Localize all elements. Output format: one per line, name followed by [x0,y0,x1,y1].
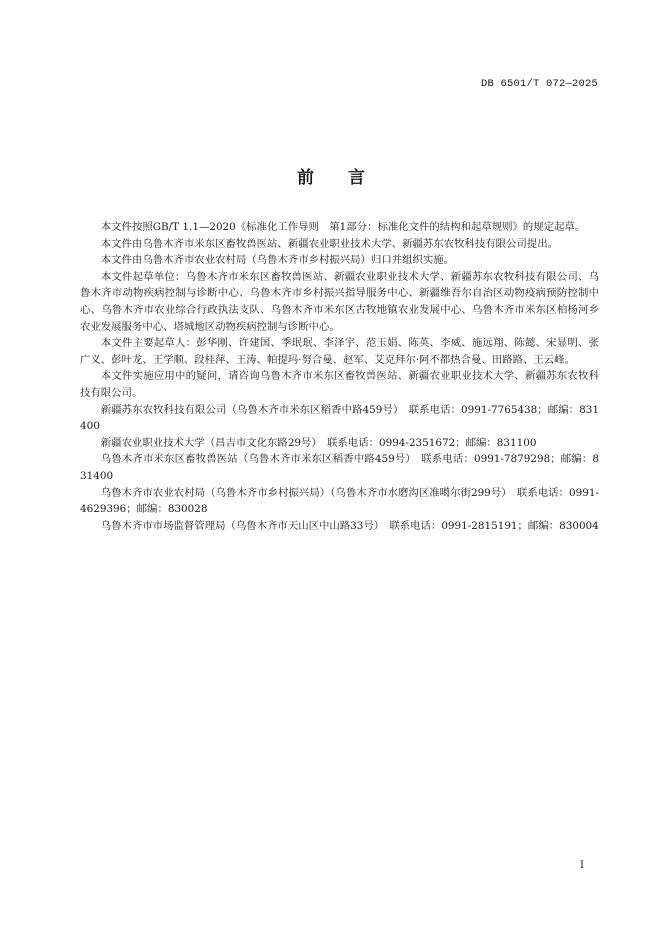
paragraph-drafters: 本文件主要起草人：彭华刚、许建国、季珉珉、李泽宇、范玉娟、陈英、李威、施远翔、陈懿、宋显明、张广义、彭叶龙、王学顺、段桂萍、王涛、帕提玛·努合曼、赵军、艾克拜尔·阿不都热合曼、田路路、王云峰。 [80,337,599,366]
paragraph-administered-by: 本文件由乌鲁木齐市农业农村局（乌鲁木齐市乡村振兴局）归口并组织实施。 [100,254,455,267]
contact-market-supervision: 乌鲁木齐市市场监督管理局（乌鲁木齐市天山区中山路33号） 联系电话：0991-2815191；邮编：830004 [100,519,599,532]
document-number: DB 6501/T 072—2025 [480,78,598,90]
page-title: 前言 [297,168,399,188]
contact-xinjiang-agri-university: 新疆农业职业技术大学（昌吉市文化东路29号） 联系电话：0994-2351672；邮编：831100 [100,436,537,449]
contact-agriculture-bureau: 乌鲁木齐市农业农村局（乌鲁木齐市乡村振兴局）（乌鲁木齐市水磨沟区准噶尔街299号） 联系电话：0991-4629396；邮编：830028 [80,486,599,516]
paragraph-drafting-rules: 本文件按照GB/T 1.1—2020《标准化工作导则 第1部分：标准化文件的结构和起草规则》的规定起草。 [100,221,586,233]
foreword-body [80,219,599,534]
paragraph-proposed-by: 本文件由乌鲁木齐市米东区畜牧兽医站、新疆农业职业技术大学、新疆苏东农牧科技有限公司提出。 [100,237,558,250]
paragraph-drafting-units: 本文件起草单位：乌鲁木齐市米东区畜牧兽医站、新疆农业职业技术大学、新疆苏东农牧科技有限公司、乌鲁木齐市动物疾病控制与诊断中心、乌鲁木齐市乡村振兴指导服务中心、新疆维吾尔自治区动物疫病预防控制中心、乌鲁木齐市农业综合行政执法支队、乌鲁木齐市米东区古牧地镇农业发展中心、乌鲁木齐市米东区柏杨河乡农业发展服务中心、塔城地区动物疾病控制与诊断中心。 [80,270,599,333]
paragraph-inquiries: 本文件实施应用中的疑问，请咨询乌鲁木齐市米东区畜牧兽医站、新疆农业职业技术大学、新疆苏东农牧科技有限公司。 [80,370,599,399]
contact-sudong: 新疆苏东农牧科技有限公司（乌鲁木齐市米东区稻香中路459号） 联系电话：0991-7765438；邮编：831400 [80,403,599,433]
contact-midong-station: 乌鲁木齐市米东区畜牧兽医站（乌鲁木齐市米东区稻香中路459号） 联系电话：0991-7879298；邮编：831400 [80,453,599,482]
page-number: I [580,860,584,871]
